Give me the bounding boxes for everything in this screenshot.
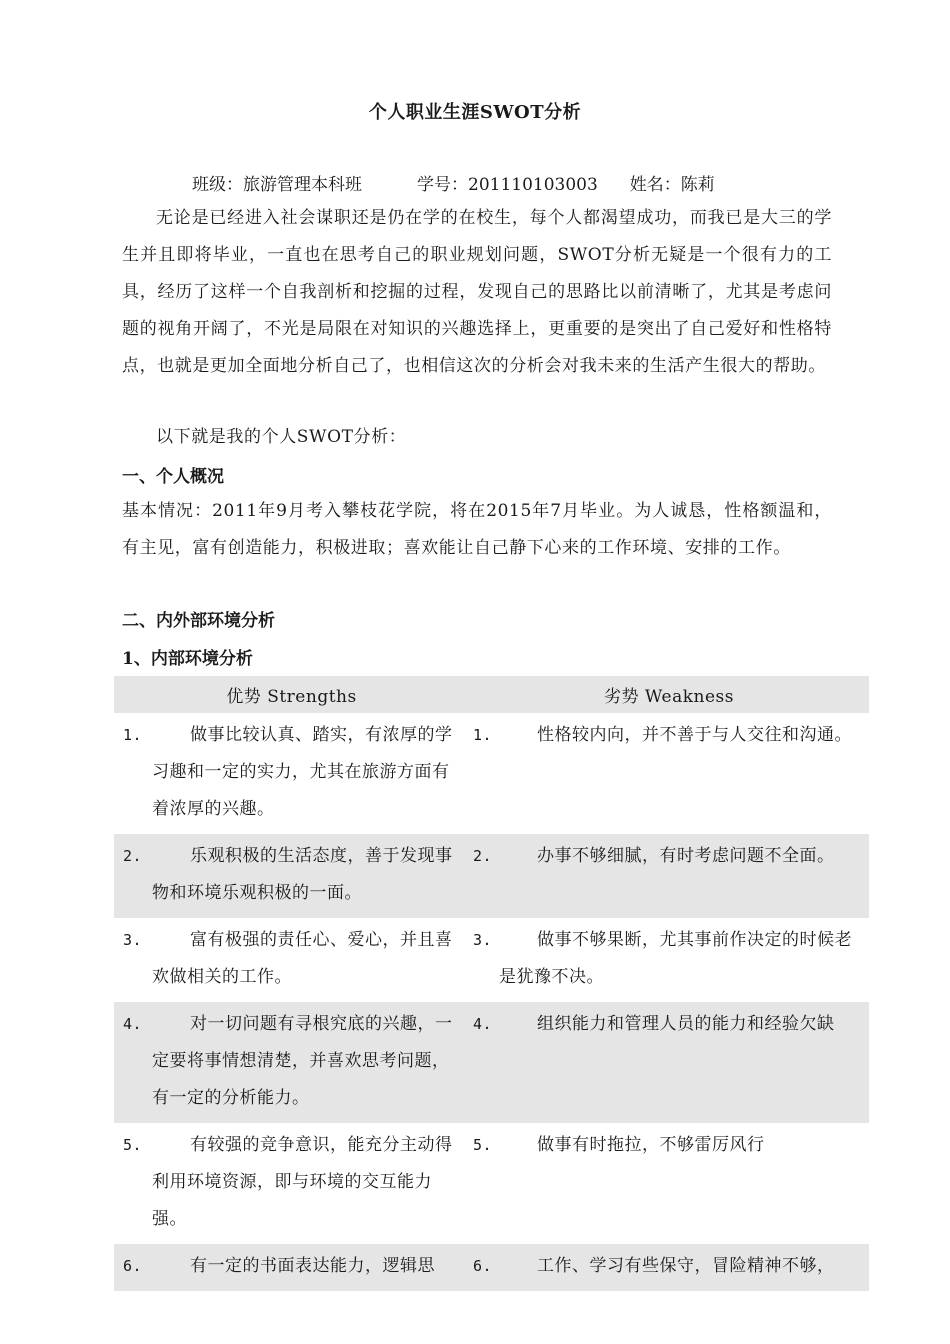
- item-number: 4.: [123, 1015, 143, 1033]
- strength-text: 乐观积极的生活态度，善于发现事物和环境乐观积极的一面。: [152, 846, 453, 903]
- item-number: 3.: [473, 931, 493, 949]
- section-heading-personal-overview: 一、个人概况: [122, 467, 224, 487]
- table-row: [114, 918, 869, 1002]
- strength-cell: [114, 834, 469, 918]
- strength-cell: [114, 1123, 469, 1244]
- item-number: 1.: [473, 726, 493, 744]
- item-number: 2.: [123, 847, 143, 865]
- document-title: 个人职业生涯SWOT分析: [368, 102, 582, 123]
- intro-paragraph: 无论是已经进入社会谋职还是仍在学的在校生，每个人都渴望成功，而我已是大三的学生并且即将毕业，一直也在思考自己的职业规划问题，SWOT分析无疑是一个很有力的工具，经历了这样一个自我剖析和挖掘的过程，发现自己的思路比以前清晰了，尤其是考虑问题的视角开阔了，不光是局限在对知识的兴趣选择上，更重要的是突出了自己爱好和性格特点，也就是更加全面地分析自己了，也相信这次的分析会对我未来的生活产生很大的帮助。: [122, 208, 832, 376]
- weakness-cell: [469, 1123, 869, 1244]
- lead-paragraph: 以下就是我的个人SWOT分析：: [156, 427, 407, 447]
- strength-text: 富有极强的责任心、爱心，并且喜欢做相关的工作。: [152, 930, 453, 987]
- weakness-cell: [469, 918, 869, 1002]
- weakness-text: 做事有时拖拉，不够雷厉风行: [537, 1135, 765, 1155]
- name-field: 姓名：陈莉: [629, 175, 715, 195]
- student-id-field: 学号：201110103003: [417, 175, 598, 195]
- table-row: [114, 1002, 869, 1123]
- item-number: 1.: [123, 726, 143, 744]
- item-number: 3.: [123, 931, 143, 949]
- weakness-cell: [469, 1244, 869, 1291]
- strength-cell: [114, 713, 469, 834]
- swot-table-header: [114, 676, 869, 713]
- class-field: 班级：旅游管理本科班: [192, 175, 362, 195]
- strength-cell: [114, 1002, 469, 1123]
- strength-text: 对一切问题有寻根究底的兴趣，一定要将事情想清楚，并喜欢思考问题，有一定的分析能力。: [152, 1014, 453, 1108]
- student-info-line: [192, 170, 715, 195]
- table-row: [114, 1123, 869, 1244]
- strength-cell: [114, 918, 469, 1002]
- table-row: [114, 1244, 869, 1291]
- strength-text: 做事比较认真、踏实，有浓厚的学习趣和一定的实力，尤其在旅游方面有着浓厚的兴趣。: [152, 725, 453, 819]
- item-number: 4.: [473, 1015, 493, 1033]
- section-heading-environment-analysis: 二、内外部环境分析: [122, 611, 275, 631]
- item-number: 5.: [123, 1136, 143, 1154]
- subsection-heading-internal-environment: 1、内部环境分析: [122, 649, 253, 669]
- weakness-text: 性格较内向，并不善于与人交往和沟通。: [537, 725, 852, 745]
- item-number: 6.: [473, 1257, 493, 1275]
- weakness-cell: [469, 713, 869, 834]
- swot-table: [114, 676, 869, 1291]
- weakness-text: 工作、学习有些保守，冒险精神不够，: [537, 1256, 835, 1276]
- strength-text: 有较强的竞争意识，能充分主动得利用环境资源，即与环境的交互能力强。: [152, 1135, 453, 1229]
- table-row: [114, 713, 869, 834]
- item-number: 5.: [473, 1136, 493, 1154]
- basic-info-paragraph: 基本情况：2011年9月考入攀枝花学院，将在2015年7月毕业。为人诚恳，性格额温和，有主见，富有创造能力，积极进取；喜欢能让自己静下心来的工作环境、安排的工作。: [122, 501, 832, 558]
- item-number: 6.: [123, 1257, 143, 1275]
- strength-cell: [114, 1244, 469, 1291]
- weakness-text: 做事不够果断，尤其事前作决定的时候老是犹豫不决。: [499, 930, 852, 987]
- weakness-header: 劣势 Weakness: [469, 676, 869, 713]
- weakness-cell: [469, 834, 869, 918]
- weakness-cell: [469, 1002, 869, 1123]
- item-number: 2.: [473, 847, 493, 865]
- weakness-text: 组织能力和管理人员的能力和经验欠缺: [537, 1014, 835, 1034]
- weakness-text: 办事不够细腻，有时考虑问题不全面。: [537, 846, 835, 866]
- strength-text: 有一定的书面表达能力，逻辑思: [190, 1256, 435, 1276]
- table-row: [114, 834, 869, 918]
- strengths-header: 优势 Strengths: [114, 676, 469, 713]
